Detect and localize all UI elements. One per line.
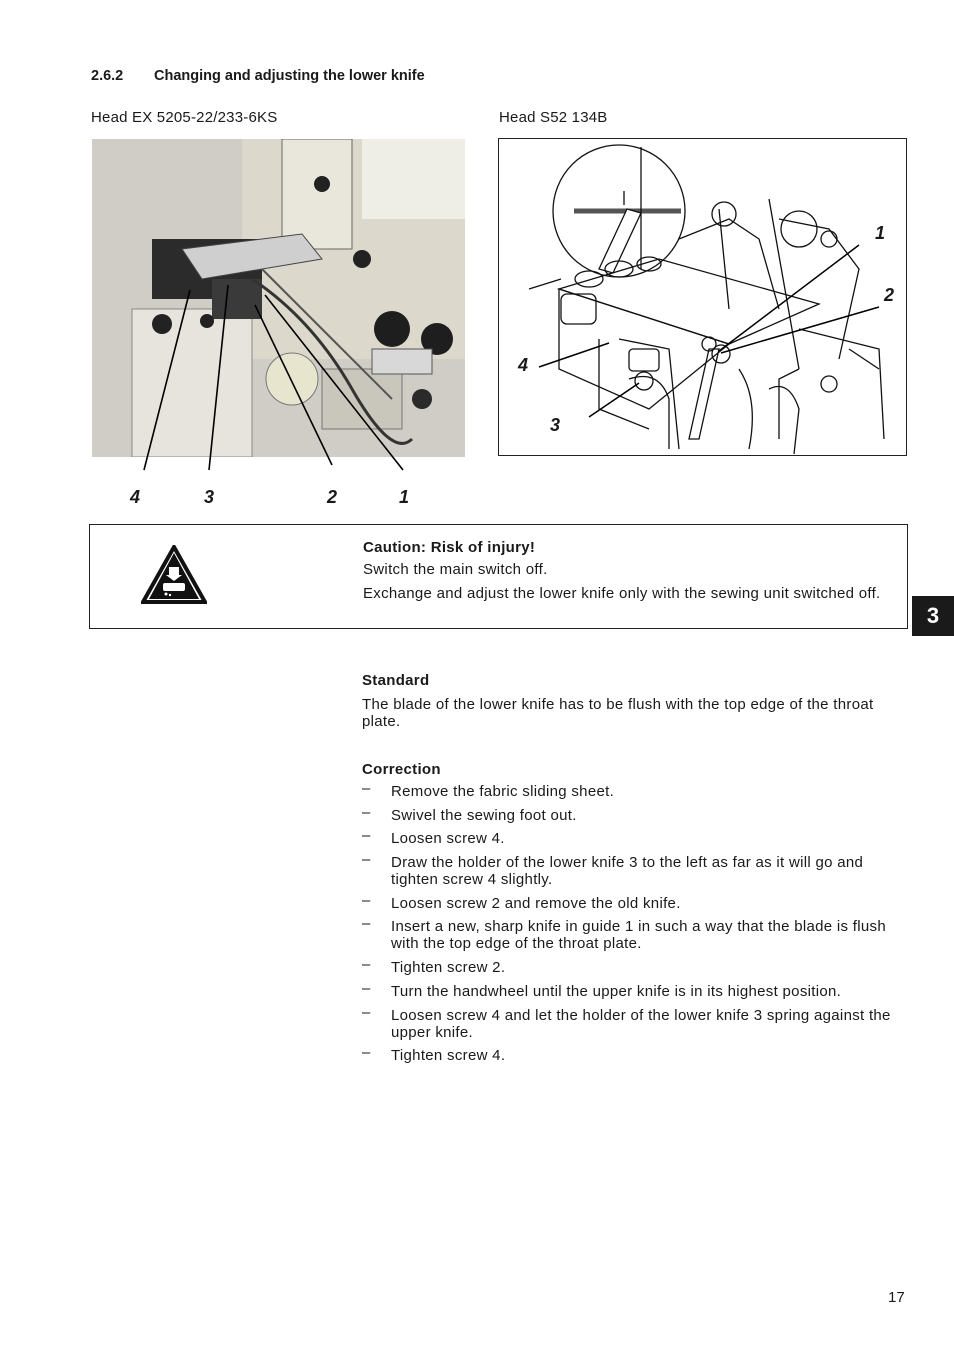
warning-title: Caution: Risk of injury!	[363, 539, 536, 556]
left-callout-2: 2	[327, 487, 338, 507]
list-item: – Loosen screw 4.	[362, 827, 505, 848]
list-item: – Loosen screw 2 and remove the old knife.	[362, 891, 681, 912]
correction-heading: Correction	[362, 761, 441, 778]
list-item: – Tighten screw 4.	[362, 1044, 506, 1065]
section-number: 2.6.2	[91, 68, 124, 84]
left-callout-1: 1	[399, 487, 410, 507]
standard-heading: Standard	[362, 672, 430, 689]
right-callout-1: 1	[875, 223, 886, 243]
right-figure-caption: Head S52 134B	[499, 109, 608, 126]
list-item: – Insert a new, sharp knife in guide 1 in such a way that the blade is flush with the top edge of the throat plate.	[362, 915, 886, 953]
list-item: – Swivel the sewing foot out.	[362, 803, 577, 824]
warning-line-2: Exchange and adjust the lower knife only with the sewing unit switched off.	[363, 585, 881, 602]
left-callout-4: 4	[130, 487, 141, 507]
left-figure-caption: Head EX 5205-22/233-6KS	[91, 109, 278, 126]
left-callout-3: 3	[204, 487, 215, 507]
list-item: – Draw the holder of the lower knife 3 to the left as far as it will go and tighten screw 4 slightly.	[362, 851, 864, 889]
page-number: 17	[888, 1289, 905, 1306]
list-item: – Remove the fabric sliding sheet.	[362, 780, 615, 800]
warning-box	[89, 524, 908, 629]
chapter-tab: 3	[912, 596, 954, 636]
right-callout-2: 2	[884, 285, 895, 305]
correction-steps	[362, 780, 902, 1071]
right-callout-3: 3	[550, 415, 561, 435]
warning-line-1: Switch the main switch off.	[363, 561, 548, 578]
right-callout-4: 4	[518, 355, 529, 375]
machine-head-drawing	[498, 138, 907, 456]
standard-text: The blade of the lower knife has to be flush with the top edge of the throat plate.	[362, 696, 874, 730]
list-item: – Loosen screw 4 and let the holder of the lower knife 3 spring against the upper knife.	[362, 1003, 891, 1041]
section-title: Changing and adjusting the lower knife	[154, 68, 425, 84]
list-item: – Turn the handwheel until the upper knife is in its highest position.	[362, 979, 842, 1000]
list-item: – Tighten screw 2.	[362, 956, 506, 977]
hand-injury-warning-icon	[141, 545, 207, 605]
